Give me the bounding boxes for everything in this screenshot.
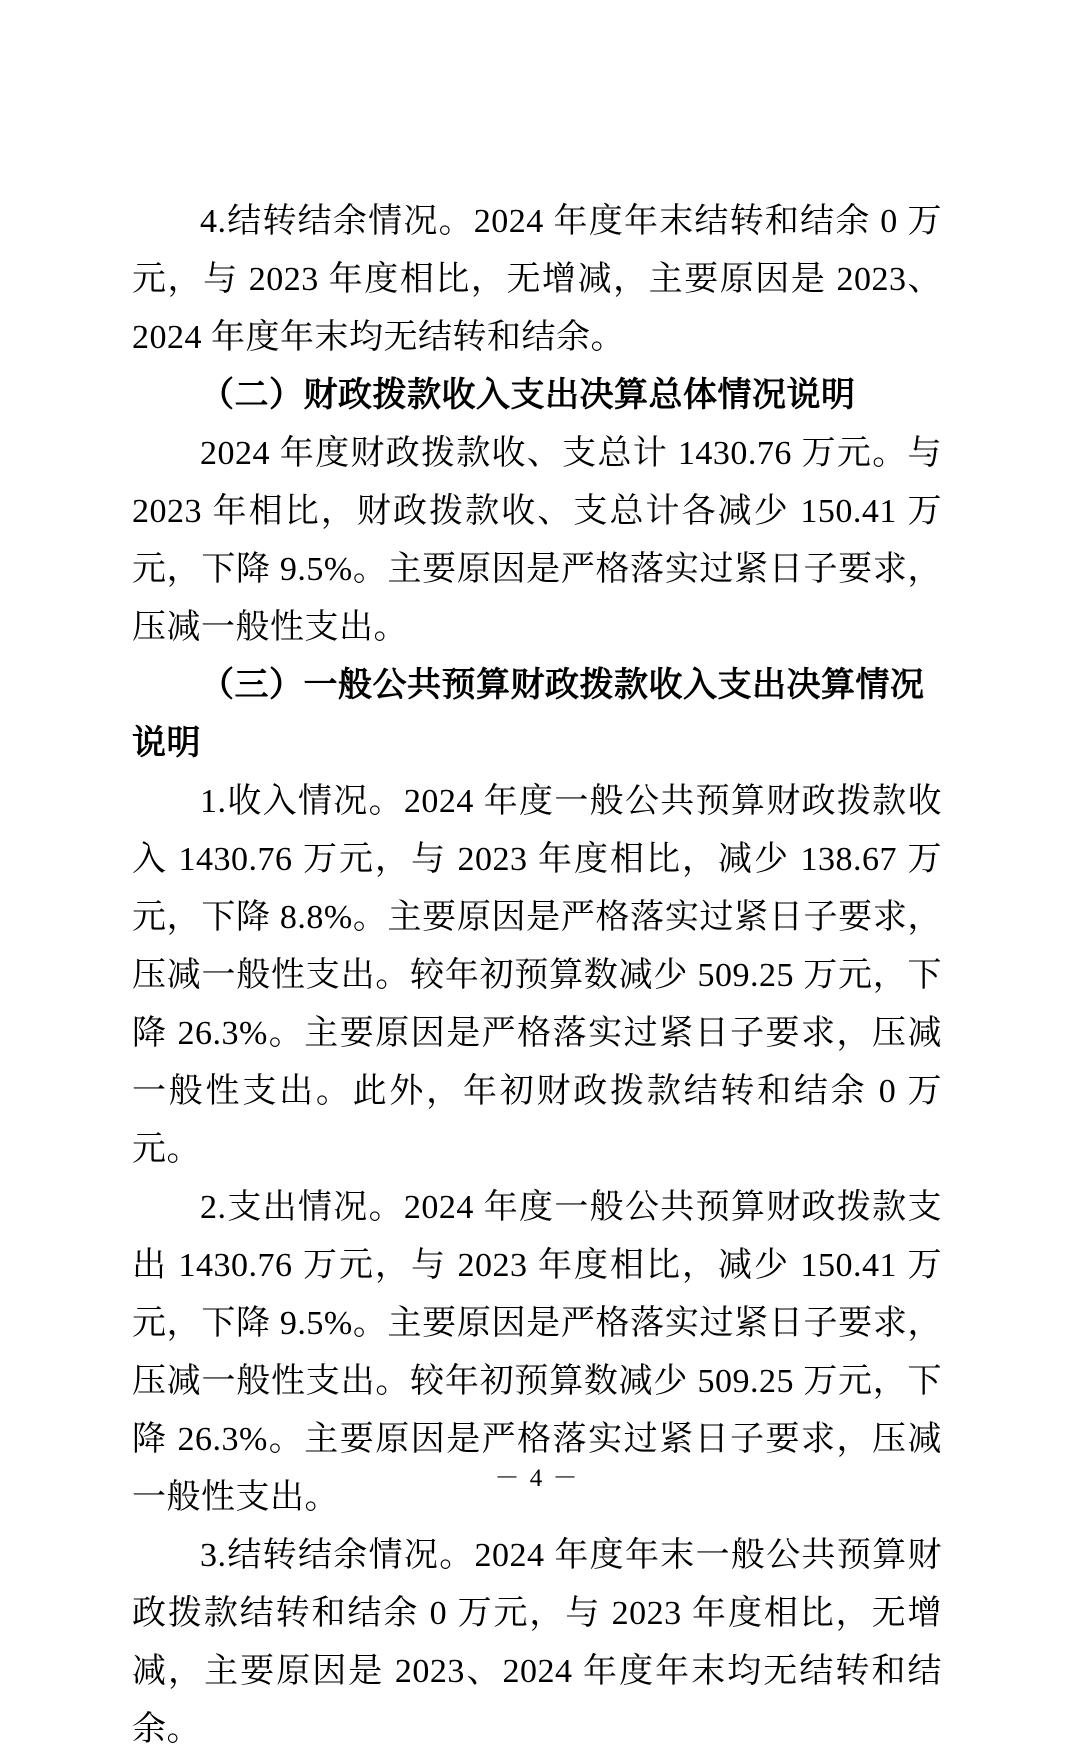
paragraph-carryover-balance-item3: 3.结转结余情况。2024 年度年末一般公共预算财政拨款结转和结余 0 万元，与 2023 年度相比，无增减，主要原因是 2023、2024 年度年末均无结转和结余。 (132, 1537, 942, 1748)
paragraph-carryover-balance-item4: 4.结转结余情况。2024 年度年末结转和结余 0 万元，与 2023 年度相比，无增减，主要原因是 2023、2024 年度年末均无结转和结余。 (132, 203, 942, 356)
paragraph-income-situation: 1.收入情况。2024 年度一般公共预算财政拨款收入 1430.76 万元，与 2023 年度相比，减少 138.67 万元，下降 8.8%。主要原因是严格落实过紧日子要求，压减一般性支出。较年初预算数减少 509.25 万元，下降 26.3%。主要原因是严格落实过紧日子要求，压减一般性支出。此外，年初财政拨款结转和结余 0 万元。 (132, 783, 942, 1168)
heading-section-2-fiscal-appropriation-overview: （二）财政拨款收入支出决算总体情况说明 (200, 377, 856, 414)
page-footer (0, 1458, 1074, 1494)
paragraph-fiscal-appropriation-total: 2024 年度财政拨款收、支总计 1430.76 万元。与 2023 年相比，财政拨款收、支总计各减少 150.41 万元，下降 9.5%。主要原因是严格落实过紧日子要求，压减一般性支出。 (132, 435, 942, 646)
paragraph-expenditure-situation: 2.支出情况。2024 年度一般公共预算财政拨款支出 1430.76 万元，与 2023 年度相比，减少 150.41 万元，下降 9.5%。主要原因是严格落实过紧日子要求，压减一般性支出。较年初预算数减少 509.25 万元，下降 26.3%。主要原因是严格落实过紧日子要求，压减一般性支出。 (132, 1189, 942, 1516)
heading-section-3-general-public-budget: （三）一般公共预算财政拨款收入支出决算情况说明 (132, 667, 925, 762)
page-number: － 4 － (494, 1465, 580, 1492)
document-body (132, 193, 942, 1759)
